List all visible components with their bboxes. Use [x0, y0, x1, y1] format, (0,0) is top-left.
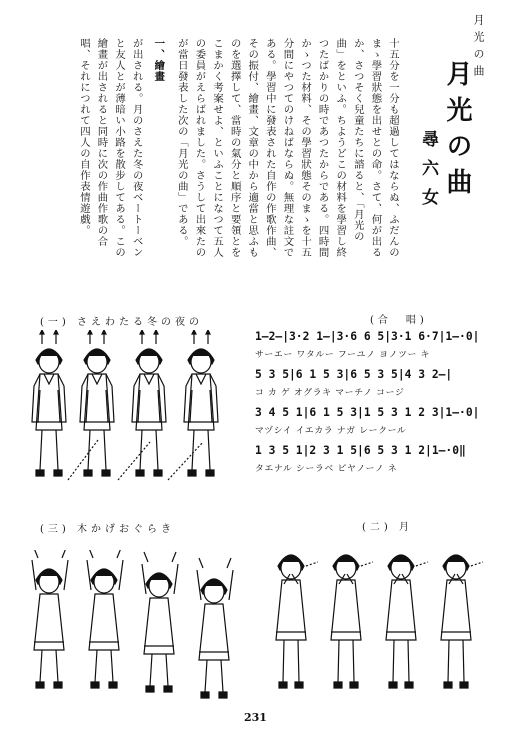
section-label-3: (三) 木かげおぐらき	[40, 524, 175, 535]
score-lyrics-4: タエナル シーラベ ピヤノーノ ネ	[255, 464, 398, 474]
section-label-2: (二) 月	[362, 522, 413, 533]
score-lyrics-3: マヅシイ イエカラ ナガ レークール	[255, 426, 407, 436]
article-title: 月光の曲	[442, 60, 472, 204]
illustration-girls-dancing	[28, 550, 258, 700]
score-notes-3: 3 4 5 1|6 1 5 3|1 5 3 1 2 3|1―·0|	[255, 406, 480, 419]
musical-score	[255, 330, 495, 482]
article-subtitle: 尋六女	[418, 130, 438, 217]
body-paragraph-2: が出される。月のさえた冬の夜ベートーベンと友人とが薄暗い小路を散步してある。この繪畫が出されると同時に次の作曲作歌の合唱、それにつれて四人の自作表情遊戲。	[77, 38, 143, 258]
score-notes-1: 1―2―|3·2 1―|3·6 6 5|3·1 6·7|1―·0|	[255, 330, 480, 343]
section-label-1: (一) さえわたる冬の夜の	[40, 317, 203, 328]
illustration-girls-singing	[270, 540, 500, 710]
body-paragraph-1: 十五分を一分も超過してはならぬ、ふだんのまゝ學習狀態を出せとの命。さて、何が出るか、さつそく兒童たちに諮ると、「月光の曲」をといふ。ちようどこの材料を學習し終つたばかりの時であつたからである。四時間かゝつた材料、その學習狀態そのまゝを十五分間にやつてのけねばならぬ。無理な註文である。學習中に發表された自作の作歌作曲、その振付、繪畫、文章の中から適當と思ふものを選擇して、當時の氣分と順序と要領とをこまかく考案せよ、といふことになつて五人の委員がえらばれました。さうして出來たのが當日發表した次の「月光の曲」である。	[175, 38, 399, 258]
illustration-girls-standing	[28, 330, 248, 500]
page-number: 231	[244, 711, 267, 724]
score-lyrics-1: サーエー ワタルー フーユノ ヨノツー キ	[255, 350, 431, 360]
article-body	[74, 38, 401, 258]
score-lyrics-2: コ カ ゲ オグラキ マーチノ コージ	[255, 388, 405, 398]
score-notes-2: 5 3 5|6 1 5 3|6 5 3 5|4 3 2―|	[255, 368, 453, 381]
section-heading-painting: 一、繪畫	[152, 38, 165, 82]
score-notes-4: 1 3 5 1|2 3 1 5|6 5 3 1 2|1―·0‖	[255, 444, 466, 457]
score-title: (合 唱)	[370, 315, 428, 326]
running-header: 月光の曲	[472, 14, 485, 82]
